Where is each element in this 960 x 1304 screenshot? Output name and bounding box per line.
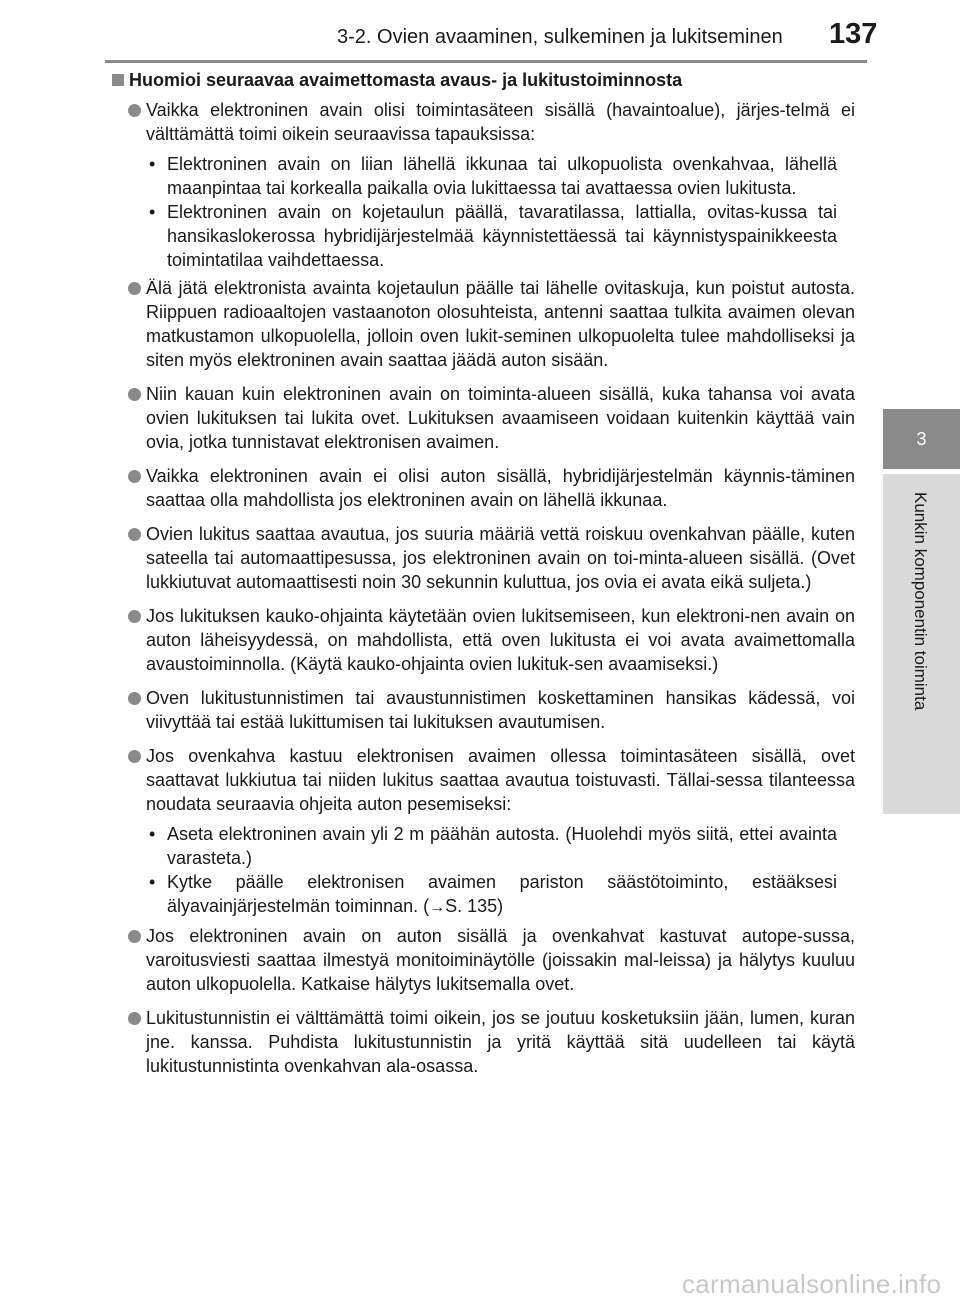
circle-bullet-icon bbox=[128, 610, 141, 623]
chapter-label: Kunkin komponentin toiminta bbox=[911, 492, 930, 711]
list-item-text: Jos lukituksen kauko-ohjainta käytetään ovien lukitsemiseen, kun elektroni-nen avain on auton läheisyydessä, on mahdollista, että oven lukitusta ei voi avata avaimettomalla avaustoiminnolla. (Käytä kauko-ohjainta ovien lukituk-sen avaamiseksi.) bbox=[146, 606, 855, 674]
page-number: 137 bbox=[829, 18, 878, 50]
list-item bbox=[109, 686, 855, 734]
circle-bullet-icon bbox=[128, 930, 141, 943]
circle-bullet-icon bbox=[128, 282, 141, 295]
list-item bbox=[109, 522, 855, 594]
chapter-side-tab bbox=[883, 64, 960, 1178]
section-heading bbox=[109, 68, 855, 92]
sub-list-item-text: Elektroninen avain on liian lähellä ikkunaa tai ulkopuolista ovenkahvaa, lähellä maanpintaa tai korkealla paikalla ovia lukittaessa tai avattaessa ovien lukitusta. bbox=[167, 154, 837, 198]
sub-list-item-text: Elektroninen avain on kojetaulun päällä, tavaratilassa, lattialla, ovitas-kussa tai hansikaslokerossa hybridijärjestelmää käynnistettäessä tai käynnistyspainikkeesta toimintatilaa vaihdettaessa. bbox=[167, 202, 837, 270]
list-item-text: Jos elektroninen avain on auton sisällä ja ovenkahvat kastuvat autope-sussa, varoitusviesti saattaa ilmestyä monitoiminäytölle (joissakin mal-leissa) ja hälytys kuuluu auton ulkopuolella. Katkaise hälytys lukitsemalla ovet. bbox=[146, 926, 855, 994]
list-item-text: Ovien lukitus saattaa avautua, jos suuria määriä vettä roiskuu ovenkahvan päälle, kuten sateella tai automaattipesussa, jos elektroninen avain on toi-minta-alueen sisällä. (Ovet lukkiutuvat automaattisesti noin 30 sekunnin kuluttua, jos ovia ei avata eikä suljeta.) bbox=[146, 524, 855, 592]
circle-bullet-icon bbox=[128, 470, 141, 483]
list-item bbox=[109, 604, 855, 676]
circle-bullet-icon bbox=[128, 528, 141, 541]
page-header bbox=[0, 0, 960, 64]
list-item bbox=[109, 98, 855, 146]
dot-bullet-icon: • bbox=[149, 202, 156, 222]
dot-bullet-icon: • bbox=[149, 154, 156, 174]
circle-bullet-icon bbox=[128, 1012, 141, 1025]
sub-list bbox=[109, 152, 855, 272]
list-item bbox=[109, 744, 855, 816]
section-title: 3-2. Ovien avaaminen, sulkeminen ja lukitseminen bbox=[337, 26, 783, 48]
dot-bullet-icon: • bbox=[149, 872, 156, 892]
circle-bullet-icon bbox=[128, 692, 141, 705]
list-item bbox=[109, 276, 855, 372]
header-divider bbox=[105, 60, 867, 63]
list-item-text: Lukitustunnistin ei välttämättä toimi oikein, jos se joutuu kosketuksiin jään, lumen, kuran jne. kanssa. Puhdista lukitustunnistin ja yritä käyttää sitä uudelleen tai käytä lukitustunnistinta ovenkahvan ala-osassa. bbox=[146, 1008, 855, 1076]
list-item-text: Oven lukitustunnistimen tai avaustunnistimen koskettaminen hansikas kädessä, voi viivyttää tai estää lukittumisen tai lukituksen avautumisen. bbox=[146, 688, 855, 732]
sub-list-item bbox=[109, 822, 855, 870]
dot-bullet-icon: • bbox=[149, 824, 156, 844]
arrow-right-icon: → bbox=[429, 899, 446, 916]
list-item-text: Älä jätä elektronista avainta kojetaulun päälle tai lähelle ovitaskuja, kun poistut autosta. Riippuen radioaaltojen vastaanoton olosuhteista, antenni saattaa tulkita avaimen olevan matkustamon ulkopuolella, jolloin oven lukit-seminen ulkopuolelta tulee mahdolliseksi ja siten myös elektroninen avain saattaa jäädä auton sisään. bbox=[146, 278, 855, 370]
chapter-label-box bbox=[883, 474, 960, 814]
sub-list bbox=[109, 822, 855, 920]
sub-list-item bbox=[109, 200, 855, 272]
circle-bullet-icon bbox=[128, 750, 141, 763]
sub-list-item bbox=[109, 870, 855, 920]
list-item-text: Jos ovenkahva kastuu elektronisen avaimen ollessa toimintasäteen sisällä, ovet saattavat lukkiutua tai niiden lukitus saattaa avautua toistuvasti. Tällai-sessa tilanteessa noudata seuraavia ohjeita auton pesemiseksi: bbox=[146, 746, 855, 814]
list-item-text: Niin kauan kuin elektroninen avain on toiminta-alueen sisällä, kuka tahansa voi avata ovien lukituksen tai lukita ovet. Lukituksen avaamiseen voidaan kuitenkin käyttää vain ovia, jotka tunnistavat elektronisen avaimen. bbox=[146, 384, 855, 452]
list-item bbox=[109, 464, 855, 512]
list-item-text: Vaikka elektroninen avain olisi toimintasäteen sisällä (havaintoalue), järjes-telmä ei välttämättä toimi oikein seuraavissa tapauksissa: bbox=[146, 100, 855, 144]
list-item bbox=[109, 382, 855, 454]
sub-list-item bbox=[109, 152, 855, 200]
list-item bbox=[109, 1006, 855, 1078]
circle-bullet-icon bbox=[128, 104, 141, 117]
section-heading-text: Huomioi seuraavaa avaimettomasta avaus- ja lukitustoiminnosta bbox=[129, 70, 683, 90]
page-reference-link[interactable]: S. 135) bbox=[445, 896, 504, 916]
site-watermark: carmanualsonline.info bbox=[682, 1269, 942, 1299]
sub-list-item-text: Aseta elektroninen avain yli 2 m päähän autosta. (Huolehdi myös siitä, ettei avainta varasteta.) bbox=[167, 824, 837, 868]
chapter-number: 3 bbox=[916, 429, 927, 449]
sub-list-item-text-before-ref: Kytke päälle elektronisen avaimen pariston säästötoiminto, estääksesi älyavainjärjestelmän toiminnan. ( bbox=[167, 872, 837, 916]
list-item bbox=[109, 924, 855, 996]
circle-bullet-icon bbox=[128, 388, 141, 401]
list-item-text: Vaikka elektroninen avain ei olisi auton sisällä, hybridijärjestelmän käynnis-täminen saattaa olla mahdollista jos elektroninen avain on lähellä ikkunaa. bbox=[146, 466, 855, 510]
page-content bbox=[109, 68, 855, 1088]
square-bullet-icon bbox=[112, 74, 124, 86]
chapter-number-box bbox=[883, 409, 960, 469]
